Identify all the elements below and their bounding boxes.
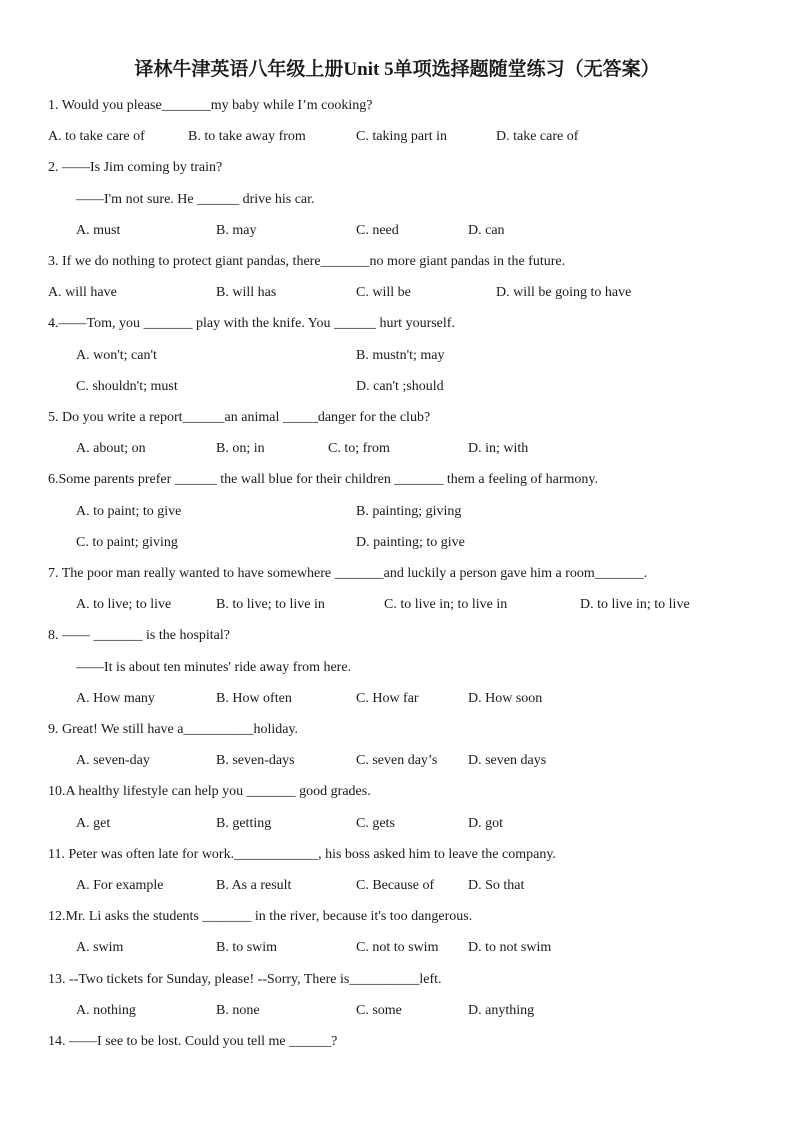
question-11-stem: 11. Peter was often late for work.____________, his boss asked him to leave the company. bbox=[48, 847, 556, 862]
question-10-option-c[interactable]: C. gets bbox=[356, 816, 395, 831]
question-3-option-d[interactable]: D. will be going to have bbox=[496, 285, 632, 300]
question-1-option-b[interactable]: B. to take away from bbox=[188, 129, 306, 144]
question-1-option-d[interactable]: D. take care of bbox=[496, 129, 579, 144]
question-10-option-a[interactable]: A. get bbox=[76, 816, 111, 831]
question-6-option-b[interactable]: B. painting; giving bbox=[356, 504, 462, 519]
question-12-option-a[interactable]: A. swim bbox=[76, 940, 124, 955]
question-2-option-a[interactable]: A. must bbox=[76, 223, 121, 238]
question-10-option-d[interactable]: D. got bbox=[468, 816, 503, 831]
question-11-option-a[interactable]: A. For example bbox=[76, 878, 164, 893]
question-11-option-c[interactable]: C. Because of bbox=[356, 878, 435, 893]
question-8-option-a[interactable]: A. How many bbox=[76, 691, 155, 706]
question-11-option-b[interactable]: B. As a result bbox=[216, 878, 292, 893]
question-13-option-d[interactable]: D. anything bbox=[468, 1003, 535, 1018]
question-3-option-a[interactable]: A. will have bbox=[48, 285, 117, 300]
question-5-option-b[interactable]: B. on; in bbox=[216, 441, 265, 456]
question-8-option-d[interactable]: D. How soon bbox=[468, 691, 543, 706]
question-1-stem: 1. Would you please_______my baby while I’m cooking? bbox=[48, 98, 373, 113]
question-5-stem: 5. Do you write a report______an animal _____danger for the club? bbox=[48, 410, 431, 425]
question-7-option-d[interactable]: D. to live in; to live bbox=[580, 597, 690, 612]
question-8-option-b[interactable]: B. How often bbox=[216, 691, 292, 706]
question-1-option-a[interactable]: A. to take care of bbox=[48, 129, 145, 144]
question-13-option-c[interactable]: C. some bbox=[356, 1003, 402, 1018]
question-12-option-c[interactable]: C. not to swim bbox=[356, 940, 439, 955]
question-10-stem: 10.A healthy lifestyle can help you _______ good grades. bbox=[48, 784, 371, 799]
question-2-option-b[interactable]: B. may bbox=[216, 223, 257, 238]
question-8-stem: 8. —— _______ is the hospital? bbox=[48, 628, 230, 643]
question-5-option-d[interactable]: D. in; with bbox=[468, 441, 529, 456]
question-7-option-a[interactable]: A. to live; to live bbox=[76, 597, 172, 612]
question-7-option-c[interactable]: C. to live in; to live in bbox=[384, 597, 508, 612]
question-7-option-b[interactable]: B. to live; to live in bbox=[216, 597, 325, 612]
question-4-option-d[interactable]: D. can't ;should bbox=[356, 379, 444, 394]
question-14-stem: 14. ——I see to be lost. Could you tell me ______? bbox=[48, 1034, 338, 1049]
question-1-option-c[interactable]: C. taking part in bbox=[356, 129, 447, 144]
question-11-option-d[interactable]: D. So that bbox=[468, 878, 525, 893]
question-13-option-b[interactable]: B. none bbox=[216, 1003, 260, 1018]
question-3-option-b[interactable]: B. will has bbox=[216, 285, 277, 300]
question-9-option-c[interactable]: C. seven day’s bbox=[356, 753, 438, 768]
question-5-option-c[interactable]: C. to; from bbox=[328, 441, 390, 456]
question-9-option-d[interactable]: D. seven days bbox=[468, 753, 547, 768]
question-2-option-c[interactable]: C. need bbox=[356, 223, 399, 238]
question-12-stem: 12.Mr. Li asks the students _______ in the river, because it's too dangerous. bbox=[48, 909, 473, 924]
question-13-option-a[interactable]: A. nothing bbox=[76, 1003, 136, 1018]
question-2-reply: ——I'm not sure. He ______ drive his car. bbox=[76, 192, 315, 207]
question-9-option-b[interactable]: B. seven-days bbox=[216, 753, 295, 768]
question-10-option-b[interactable]: B. getting bbox=[216, 816, 272, 831]
question-9-stem: 9. Great! We still have a__________holiday. bbox=[48, 722, 299, 737]
question-2-option-d[interactable]: D. can bbox=[468, 223, 505, 238]
question-6-option-d[interactable]: D. painting; to give bbox=[356, 535, 465, 550]
question-4-option-a[interactable]: A. won't; can't bbox=[76, 348, 157, 363]
question-6-stem: 6.Some parents prefer ______ the wall blue for their children _______ them a feeling of harmony. bbox=[48, 472, 598, 487]
question-3-stem: 3. If we do nothing to protect giant pandas, there_______no more giant pandas in the future. bbox=[48, 254, 566, 269]
question-12-option-b[interactable]: B. to swim bbox=[216, 940, 278, 955]
question-8-option-c[interactable]: C. How far bbox=[356, 691, 419, 706]
question-4-option-c[interactable]: C. shouldn't; must bbox=[76, 379, 178, 394]
question-6-option-c[interactable]: C. to paint; giving bbox=[76, 535, 178, 550]
question-13-stem: 13. --Two tickets for Sunday, please! --Sorry, There is__________left. bbox=[48, 972, 442, 987]
question-8-reply: ——It is about ten minutes' ride away from here. bbox=[76, 660, 352, 675]
question-2-stem: 2. ——Is Jim coming by train? bbox=[48, 160, 223, 175]
question-6-option-a[interactable]: A. to paint; to give bbox=[76, 504, 182, 519]
question-3-option-c[interactable]: C. will be bbox=[356, 285, 411, 300]
question-5-option-a[interactable]: A. about; on bbox=[76, 441, 146, 456]
question-4-stem: 4.——Tom, you _______ play with the knife. You ______ hurt yourself. bbox=[48, 316, 455, 331]
question-7-stem: 7. The poor man really wanted to have somewhere _______and luckily a person gave him a room_______. bbox=[48, 566, 648, 581]
question-4-option-b[interactable]: B. mustn't; may bbox=[356, 348, 445, 363]
page-title: 译林牛津英语八年级上册Unit 5单项选择题随堂练习（无答案） bbox=[134, 59, 660, 80]
question-12-option-d[interactable]: D. to not swim bbox=[468, 940, 552, 955]
question-9-option-a[interactable]: A. seven-day bbox=[76, 753, 150, 768]
